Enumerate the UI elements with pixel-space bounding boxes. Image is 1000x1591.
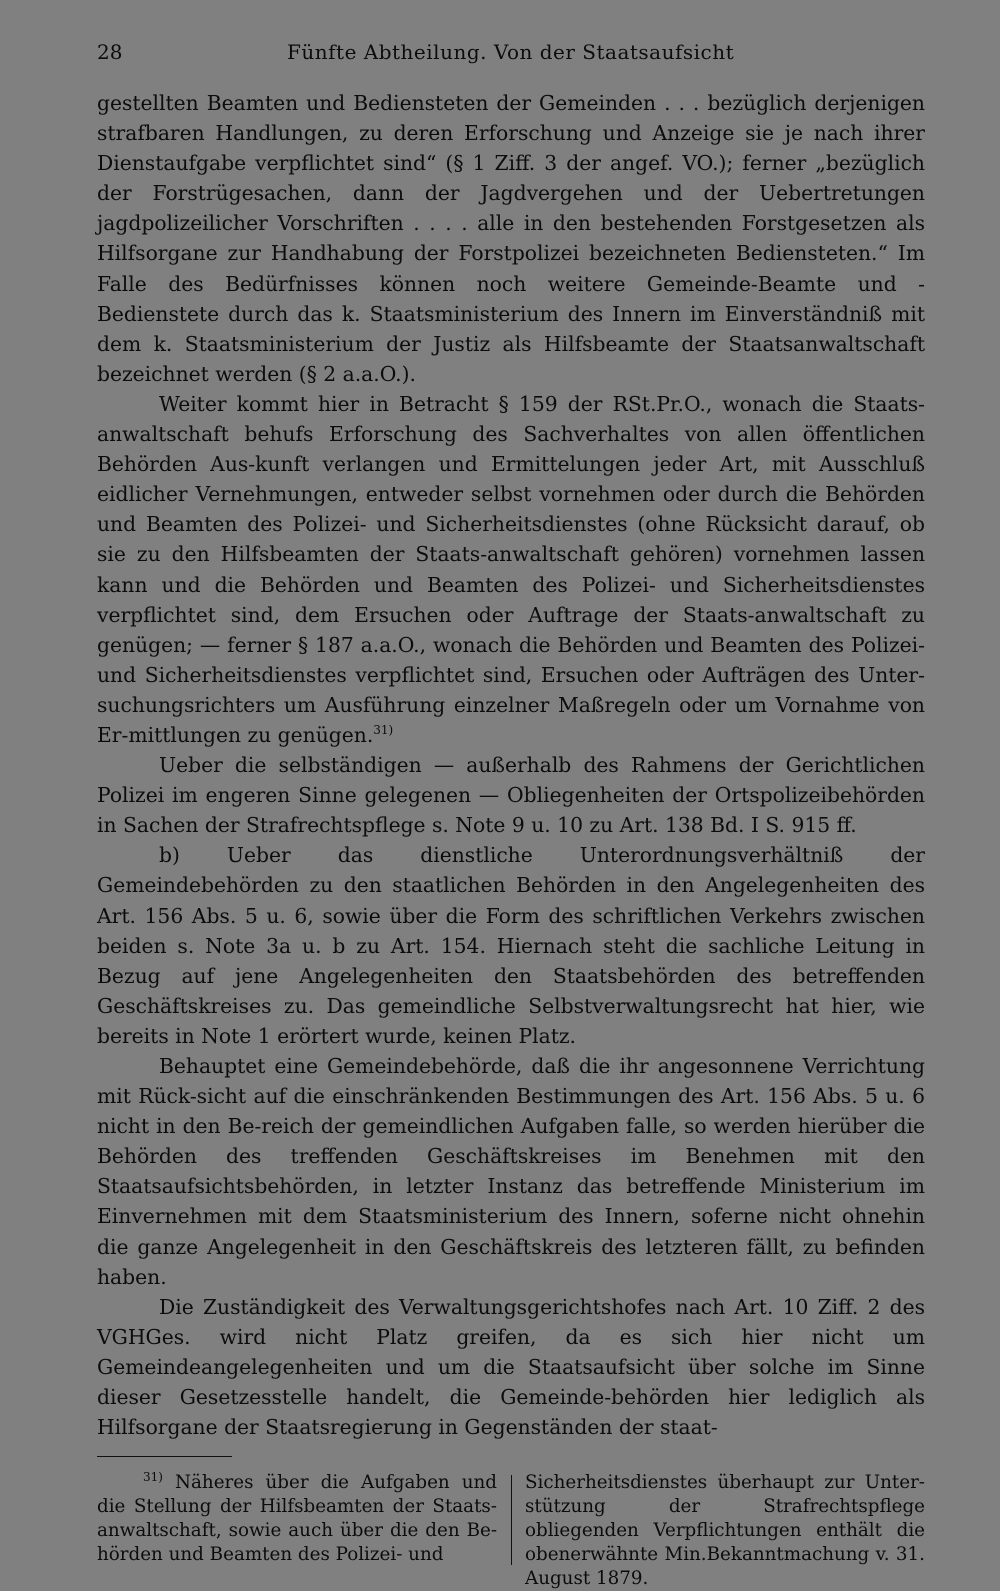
running-title: Fünfte Abtheilung. Von der Staatsaufsicht bbox=[287, 40, 735, 64]
paragraph-1: gestellten Beamten und Bediensteten der Gemeinden . . . bezüglich derjenigen strafbaren Handlungen, zu deren Erforschung und Anzeige sie je nach ihrer Dienstaufgabe verpflichtet sind“ (§ 1 Ziff. 3 der angef. VO.); ferner „bezüglich der Forstrügesachen, dann der Jagdvergehen und der Uebertretungen jagdpolizeilicher Vorschriften . . . . alle in den bestehenden Forstgesetzen als Hilfsorgane zur Handhabung der Forstpolizei bezeichneten Bediensteten.“ Im Falle des Bedürfnisses können noch weitere Gemeinde-Beamte und -Bedienstete durch das k. Staatsministerium des Innern im Einverständniß mit dem k. Staatsministerium der Justiz als Hilfsbeamte der Staatsanwaltschaft bezeichnet werden (§ 2 a.a.O.). bbox=[97, 91, 925, 386]
footnote-left-body: Näheres über die Aufgaben und die Stellung der Hilfsbeamten der Staats-anwaltschaft, sowie auch über die den Be-hörden und Beamten des Polizei- und bbox=[97, 1472, 498, 1566]
running-head bbox=[97, 32, 925, 72]
body-text bbox=[97, 88, 925, 1442]
footnote-marker: 31) bbox=[143, 1470, 163, 1485]
paragraph-4: b) Ueber das dienstliche Unterordnungsverhältniß der Gemeindebehörden zu den staatlichen Behörden in den Angelegenheiten des Art. 156 Abs. 5 u. 6, sowie über die Form des schriftlichen Verkehrs zwischen beiden s. Note 3a u. b zu Art. 154. Hiernach steht die sachliche Leitung in Bezug auf jene Angelegenheiten den Staatsbehörden des betreffenden Geschäftskreises zu. Das gemeindliche Selbstverwaltungsrecht hat hier, wie bereits in Note 1 erörtert wurde, keinen Platz. bbox=[97, 843, 925, 1048]
paragraph-6: Die Zuständigkeit des Verwaltungsgerichtshofes nach Art. 10 Ziff. 2 des VGHGes. wird nicht Platz greifen, da es sich hier nicht um Gemeindeangelegenheiten und um die Staatsaufsicht über solche im Sinne dieser Gesetzesstelle handelt, die Gemeinde-behörden hier lediglich als Hilfsorgane der Staatsregierung in Gegenständen der staat- bbox=[97, 1294, 925, 1440]
footnote-column-left bbox=[97, 1471, 497, 1591]
footnote-right-text: Sicherheitsdienstes überhaupt zur Unter-stützung der Strafrechtspflege obliegenden Verpflichtungen enthält die obenerwähnte Min.Bekanntmachung v. 31. August 1879. bbox=[525, 1472, 925, 1590]
paragraph-5: Behauptet eine Gemeindebehörde, daß die ihr angesonnene Verrichtung mit Rück-sicht auf die einschränkenden Bestimmungen des Art. 156 Abs. 5 u. 6 nicht in den Be-reich der gemeindlichen Aufgaben falle, so werden hierüber die Behörden des treffenden Geschäftskreises im Benehmen mit den Staatsaufsichtsbehörden, in letzter Instanz das betreffende Ministerium im Einvernehmen mit dem Staatsministerium des Innern, soferne nicht ohnehin die ganze Angelegenheit in den Geschäftskreis des letzteren fällt, zu befinden haben. bbox=[97, 1054, 925, 1289]
page-number: 28 bbox=[97, 40, 123, 64]
footnote-left-text bbox=[97, 1471, 497, 1567]
footnote-column-divider bbox=[511, 1475, 512, 1565]
footnote-rule bbox=[97, 1456, 232, 1457]
paragraph-2 bbox=[97, 389, 925, 750]
paragraph-3: Ueber die selbständigen — außerhalb des Rahmens der Gerichtlichen Polizei im engeren Sinne gelegenen — Obliegenheiten der Ortspolizeibehörden in Sachen der Strafrechtspflege s. Note 9 u. 10 zu Art. 138 Bd. I S. 915 ff. bbox=[97, 753, 925, 838]
footnotes bbox=[97, 1471, 925, 1591]
footnote-reference: 31) bbox=[373, 723, 394, 738]
footnote-column-right bbox=[525, 1471, 925, 1591]
paragraph-2-text: Weiter kommt hier in Betracht § 159 der RSt.Pr.O., wonach die Staats-anwaltschaft behufs Erforschung des Sachverhaltes von allen öffentlichen Behörden Aus-kunft verlangen und Ermittelungen jeder Art, mit Ausschluß eidlicher Vernehmungen, entweder selbst vornehmen oder durch die Behörden und Beamten des Polizei- und Sicherheitsdienstes (ohne Rücksicht darauf, ob sie zu den Hilfsbeamten der Staats-anwaltschaft gehören) vornehmen lassen kann und die Behörden und Beamten des Polizei- und Sicherheitsdienstes verpflichtet sind, dem Ersuchen oder Auftrage der Staats-anwaltschaft zu genügen; — ferner § 187 a.a.O., wonach die Behörden und Beamten des Polizei- und Sicherheitsdienstes verpflichtet sind, Ersuchen oder Aufträgen des Unter-suchungsrichters um Ausführung einzelner Maßregeln oder um Vornahme von Er-mittlungen zu genügen. bbox=[97, 391, 925, 747]
book-page bbox=[97, 32, 925, 1590]
